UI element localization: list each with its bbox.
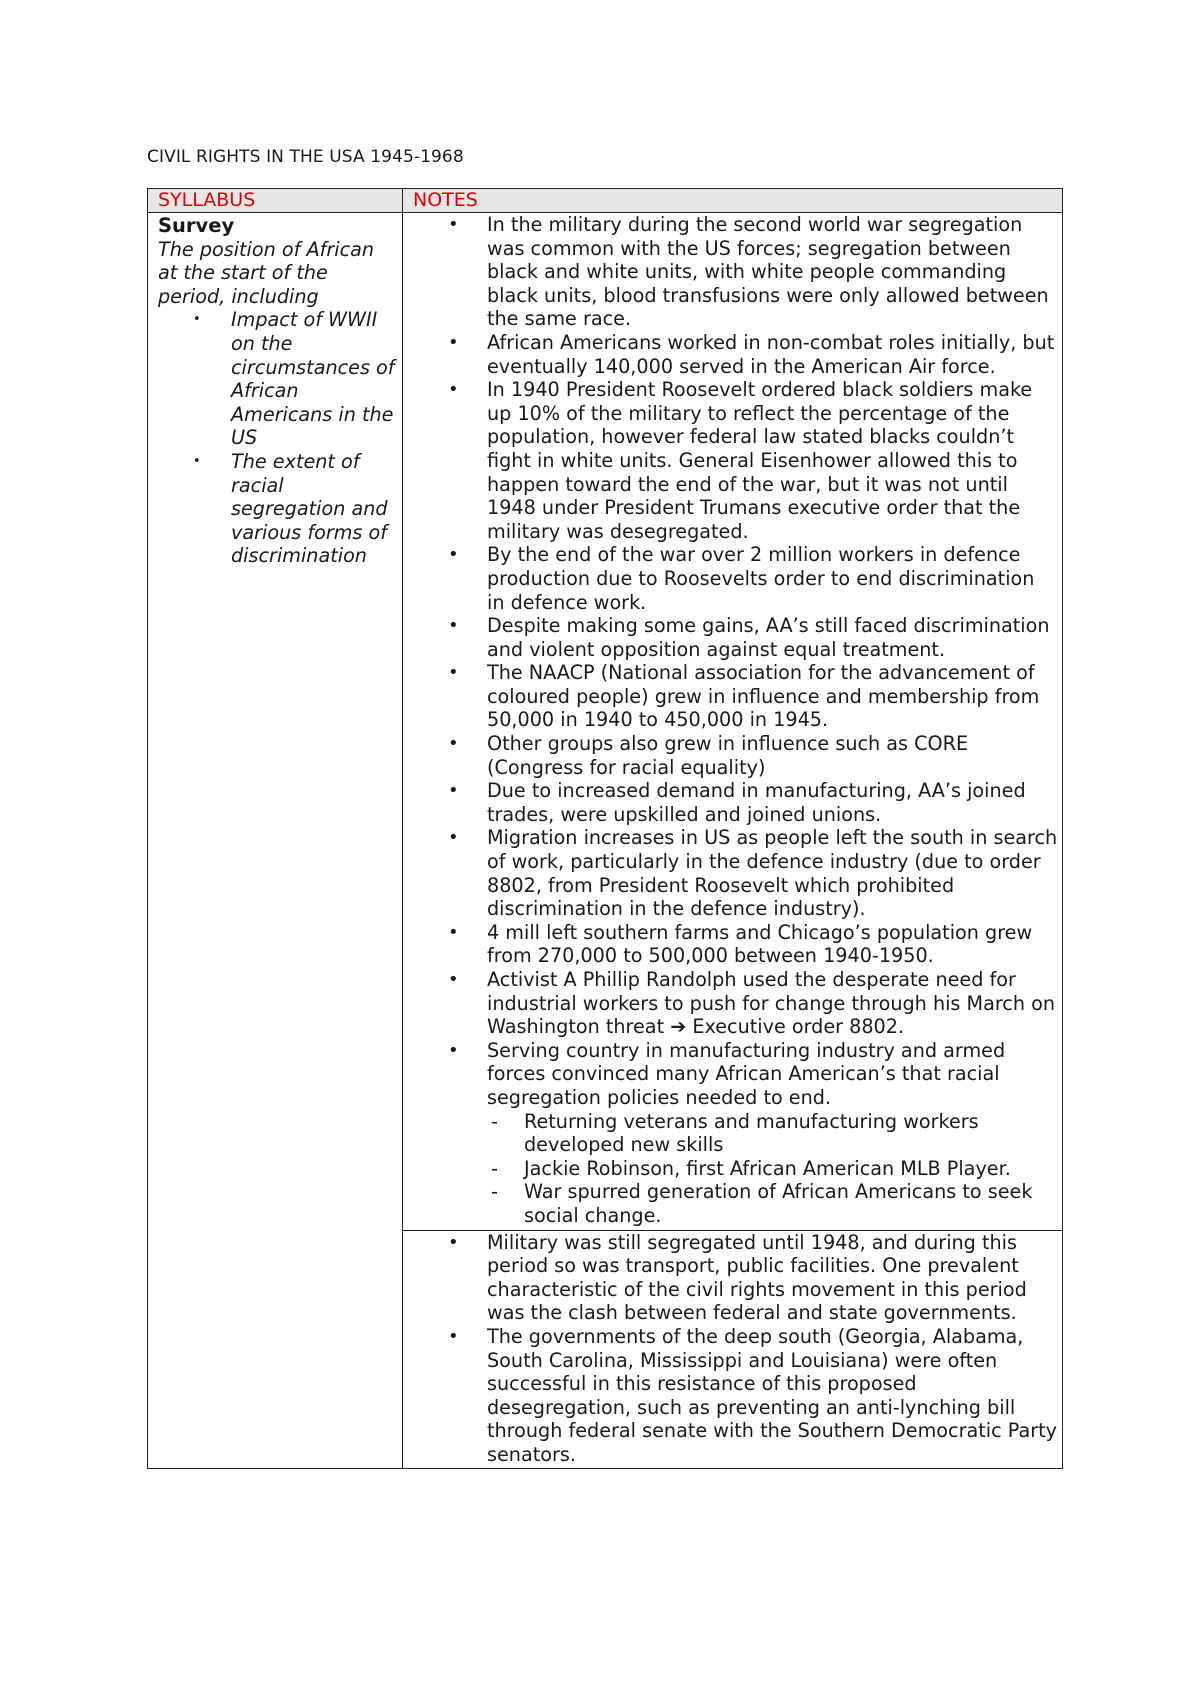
syllabus-point: Impact of WWII on the circumstances of African Americans in the US [231,308,395,450]
list-item [448,1324,1058,1467]
bullet-icon: • [193,453,201,469]
dash-icon: - [491,1156,498,1180]
note-text: Migration increases in US as people left the south in search of work, particularly in the defence industry (due to order 8802, from President Roosevelt which prohibited discrimination in the defence industry). [487,826,1058,921]
list-item [448,779,1058,826]
list-item [448,1038,1058,1228]
notes-list [403,1231,1058,1467]
list-item [448,661,1058,732]
notes-header: NOTES [403,189,1063,213]
list-item [448,1230,1058,1325]
note-text: Activist A Phillip Randolph used the desperate need for industrial workers to push for change through his March on Washington threat ➔ Executive order 8802. [487,968,1056,1039]
note-text: In the military during the second world war segregation was common with the US forces; segregation between black and white units, with white people commanding black units, blood transfusions were only allowed between the same race. [487,213,1049,331]
table-row [148,213,1063,1231]
bullet-icon: • [448,379,459,401]
list-item [448,614,1058,661]
note-text: Serving country in manufacturing industry and armed forces convinced many African American’s that racial segregation policies needed to end. [487,1038,1006,1109]
note-text: By the end of the war over 2 million workers in defence production due to Roosevelts order to end discrimination in defence work. [487,543,1035,614]
syllabus-points [158,308,398,568]
list-item [448,968,1058,1039]
note-text: 4 mill left southern farms and Chicago’s population grew from 270,000 to 500,000 between 1940-1950. [487,920,1033,968]
syllabus-intro: The position of African at the start of the period, including [158,237,375,308]
dash-icon: - [491,1180,498,1204]
sub-note-text: Jackie Robinson, first African American MLB Player. [524,1156,1011,1180]
list-item [448,378,1058,543]
bullet-icon: • [448,544,459,566]
list-item [448,543,1058,614]
list-item [491,1156,1058,1181]
syllabus-point: The extent of racial segregation and various forms of discrimination [231,449,388,568]
bullet-icon: • [448,921,459,943]
sub-note-text: Returning veterans and manufacturing workers developed new skills [524,1109,979,1157]
notes-list [403,213,1058,1228]
list-item [193,308,398,450]
list-item [491,1180,1058,1227]
bullet-icon: • [448,733,459,755]
bullet-icon: • [448,331,459,353]
bullet-icon: • [448,214,459,235]
bullet-icon: • [448,1039,459,1061]
bullet-icon: • [448,969,459,990]
syllabus-header: SYLLABUS [148,189,403,213]
dash-icon: - [491,1109,498,1133]
bullet-icon: • [448,615,459,637]
note-text: Due to increased demand in manufacturing, AA’s joined trades, were upskilled and joined unions. [487,779,1026,826]
note-text: Other groups also grew in influence such as CORE (Congress for racial equality) [487,732,969,779]
note-text: Despite making some gains, AA’s still faced discrimination and violent opposition against equal treatment. [487,614,1050,661]
note-text: The governments of the deep south (Georgia, Alabama, South Carolina, Mississippi and Louisiana) were often successful in this resistance of this proposed desegregation, such as preventing an anti-lynching bill through federal senate with the Southern Democratic Party senators. [487,1324,1057,1466]
bullet-icon: • [448,1231,459,1253]
bullet-icon: • [448,827,459,849]
syllabus-cell [148,213,403,1469]
syllabus-heading: Survey [158,214,235,237]
list-item [491,1109,1058,1157]
bullet-icon: • [448,662,459,684]
bullet-icon: • [448,780,459,802]
notes-cell-primary [403,213,1063,1231]
note-text: Military was still segregated until 1948, and during this period so was transport, public facilities. One prevalent characteristic of the civil rights movement in this period was the clash between federal and state governments. [487,1230,1027,1325]
sub-note-text: War spurred generation of African Americans to seek social change. [524,1180,1033,1227]
note-text: The NAACP (National association for the advancement of coloured people) grew in influence and membership from 50,000 in 1940 to 450,000 in 1945. [487,661,1040,732]
bullet-icon: • [448,1325,459,1347]
notes-sub-list [487,1110,1058,1228]
note-text: African Americans worked in non-combat roles initially, but eventually 140,000 served in the American Air force. [487,330,1055,378]
table-header-row [148,189,1063,213]
list-item [193,449,398,568]
list-item [448,732,1058,779]
list-item [448,826,1058,921]
syllabus-notes-table [147,188,1063,1469]
note-text: In 1940 President Roosevelt ordered black soldiers make up 10% of the military to reflect the percentage of the population, however federal law stated blacks couldn’t fight in white units. General Eisenhower allowed this to happen toward the end of the war, but it was not until 1948 under President Trumans executive order that the military was desegregated. [487,378,1033,543]
notes-cell-secondary [403,1230,1063,1469]
list-item [448,920,1058,968]
list-item [448,213,1058,331]
document-title: CIVIL RIGHTS IN THE USA 1945-1968 [147,147,464,167]
list-item [448,330,1058,378]
bullet-icon: • [193,312,201,328]
